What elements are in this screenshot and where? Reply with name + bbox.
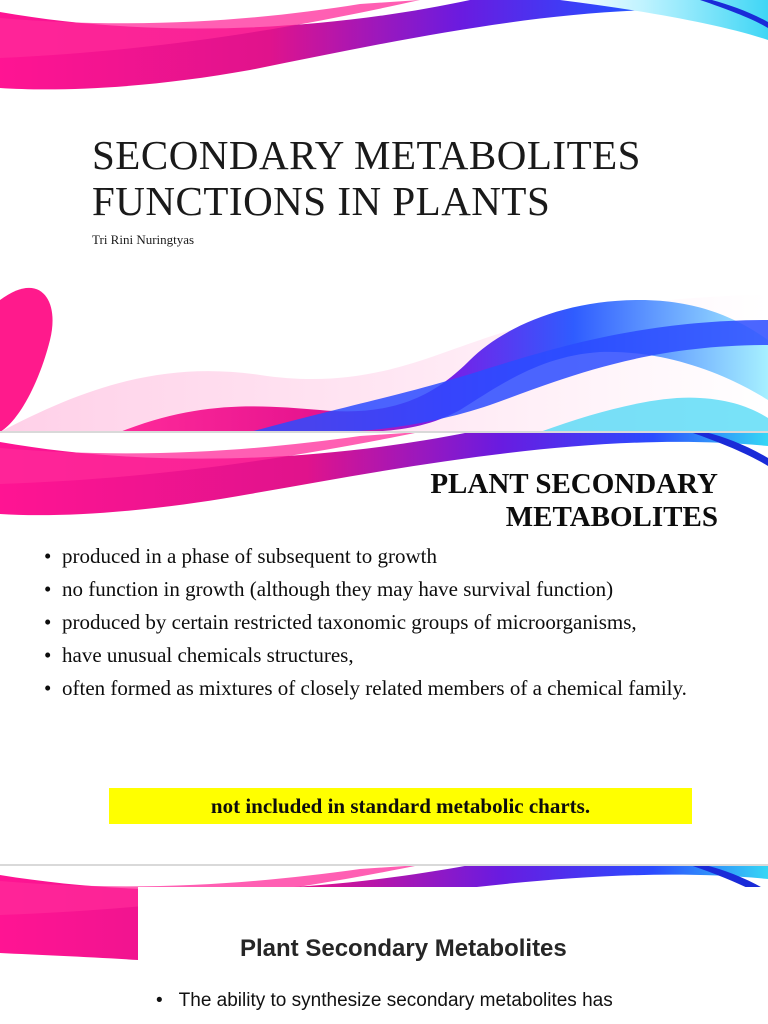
slide-heading <box>430 468 718 534</box>
bullet-icon: • <box>44 643 52 667</box>
list-item <box>44 544 734 568</box>
list-item-text: often formed as mixtures of closely related members of a chemical family. <box>62 676 687 700</box>
heading-line-2: METABOLITES <box>505 501 718 533</box>
list-item-text: no function in growth (although they may have survival function) <box>62 577 614 601</box>
title-line-2: FUNCTIONS IN PLANTS <box>92 178 551 224</box>
list-item <box>44 610 734 634</box>
bullet-icon: • <box>44 544 52 568</box>
slide-plant-secondary-metabolites-2 <box>0 865 768 1024</box>
highlight-box: not included in standard metabolic charts. <box>109 788 692 824</box>
list-item <box>156 990 613 1012</box>
slide-divider <box>0 864 768 866</box>
bullet-icon: • <box>156 990 163 1011</box>
list-item-text: The ability to synthesize secondary metabolites has <box>178 990 613 1011</box>
list-item <box>44 577 734 601</box>
list-item-text: produced in a phase of subsequent to growth <box>62 544 437 568</box>
bullet-icon: • <box>44 577 52 601</box>
list-item <box>44 643 734 667</box>
list-item-text: have unusual chemicals structures, <box>62 643 354 667</box>
list-item <box>44 676 734 700</box>
presentation-title <box>92 132 641 224</box>
list-item-text: produced by certain restricted taxonomic groups of microorganisms, <box>62 610 637 634</box>
slide-plant-secondary-metabolites <box>0 432 768 865</box>
bullet-icon: • <box>44 676 52 700</box>
slide-title <box>0 0 768 432</box>
title-line-1: SECONDARY METABOLITES <box>92 132 641 178</box>
author-name: Tri Rini Nuringtyas <box>92 232 195 247</box>
bullet-list <box>44 544 734 709</box>
slide-divider <box>0 431 768 433</box>
slide-heading: Plant Secondary Metabolites <box>240 935 567 962</box>
bullet-icon: • <box>44 610 52 634</box>
heading-line-1: PLANT SECONDARY <box>430 468 718 500</box>
